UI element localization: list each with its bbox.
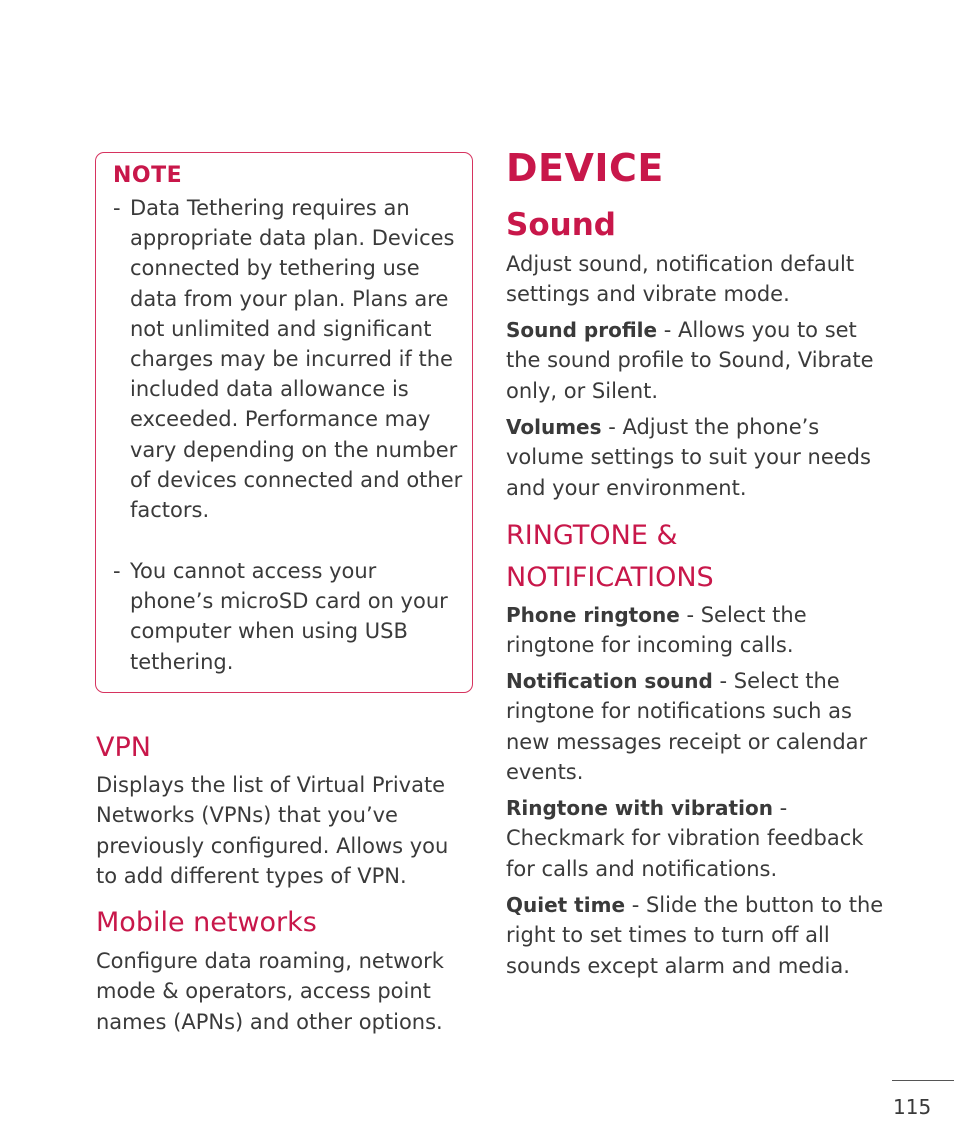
sound-profile-item [506,315,888,406]
notification-sound-desc: - Select the ringtone for notifications such as new messages receipt or calendar events. [506,669,868,784]
mobile-networks-heading: Mobile networks [96,907,317,938]
device-title: DEVICE [506,146,664,190]
ringtone-vibration-item [506,793,888,884]
page-number-rule [892,1080,954,1081]
sound-profile-term: Sound profile [506,318,658,342]
volumes-item [506,412,888,503]
volumes-desc: - Adjust the phone’s volume settings to suit your needs and your environment. [506,415,871,500]
note-item-data-tethering [113,193,463,525]
mobile-networks-description: Configure data roaming, network mode & operators, access point names (APNs) and other options. [96,949,444,1034]
notification-sound-item [506,666,888,787]
ringtone-heading-line1: RINGTONE & [506,520,678,551]
page-number: 115 [893,1095,932,1119]
note-item-dash: - [113,559,121,583]
quiet-time-term: Quiet time [506,893,626,917]
note-item-text: You cannot access your phone’s microSD card on your computer when using USB tethering. [130,559,448,674]
ringtone-vibration-desc: - Checkmark for vibration feedback for calls and notifications. [506,796,864,881]
volumes-term: Volumes [506,415,602,439]
vpn-description: Displays the list of Virtual Private Networks (VPNs) that you’ve previously configured. Allows you to add different types of VPN. [96,773,449,888]
phone-ringtone-item [506,600,888,661]
sound-intro: Adjust sound, notification default settings and vibrate mode. [506,252,855,307]
phone-ringtone-desc: - Select the ringtone for incoming calls. [506,603,807,658]
ringtone-heading-line2: NOTIFICATIONS [506,562,714,593]
phone-ringtone-term: Phone ringtone [506,603,680,627]
note-item-text: Data Tethering requires an appropriate data plan. Devices connected by tethering use data from your plan. Plans are not unlimited and significant charges may be incurred if the included data allowance is exceeded. Performance may vary depending on the number of devices connected and other factors. [130,196,463,523]
quiet-time-desc: - Slide the button to the right to set times to turn off all sounds except alarm and media. [506,893,884,978]
quiet-time-item [506,890,888,981]
notification-sound-term: Notification sound [506,669,713,693]
note-item-microsd [113,556,463,677]
vpn-heading: VPN [96,732,151,763]
sound-heading: Sound [506,207,616,243]
sound-profile-desc: - Allows you to set the sound profile to Sound, Vibrate only, or Silent. [506,318,874,403]
note-item-dash: - [113,196,121,220]
ringtone-vibration-term: Ringtone with vibration [506,796,773,820]
note-title: NOTE [113,163,183,188]
